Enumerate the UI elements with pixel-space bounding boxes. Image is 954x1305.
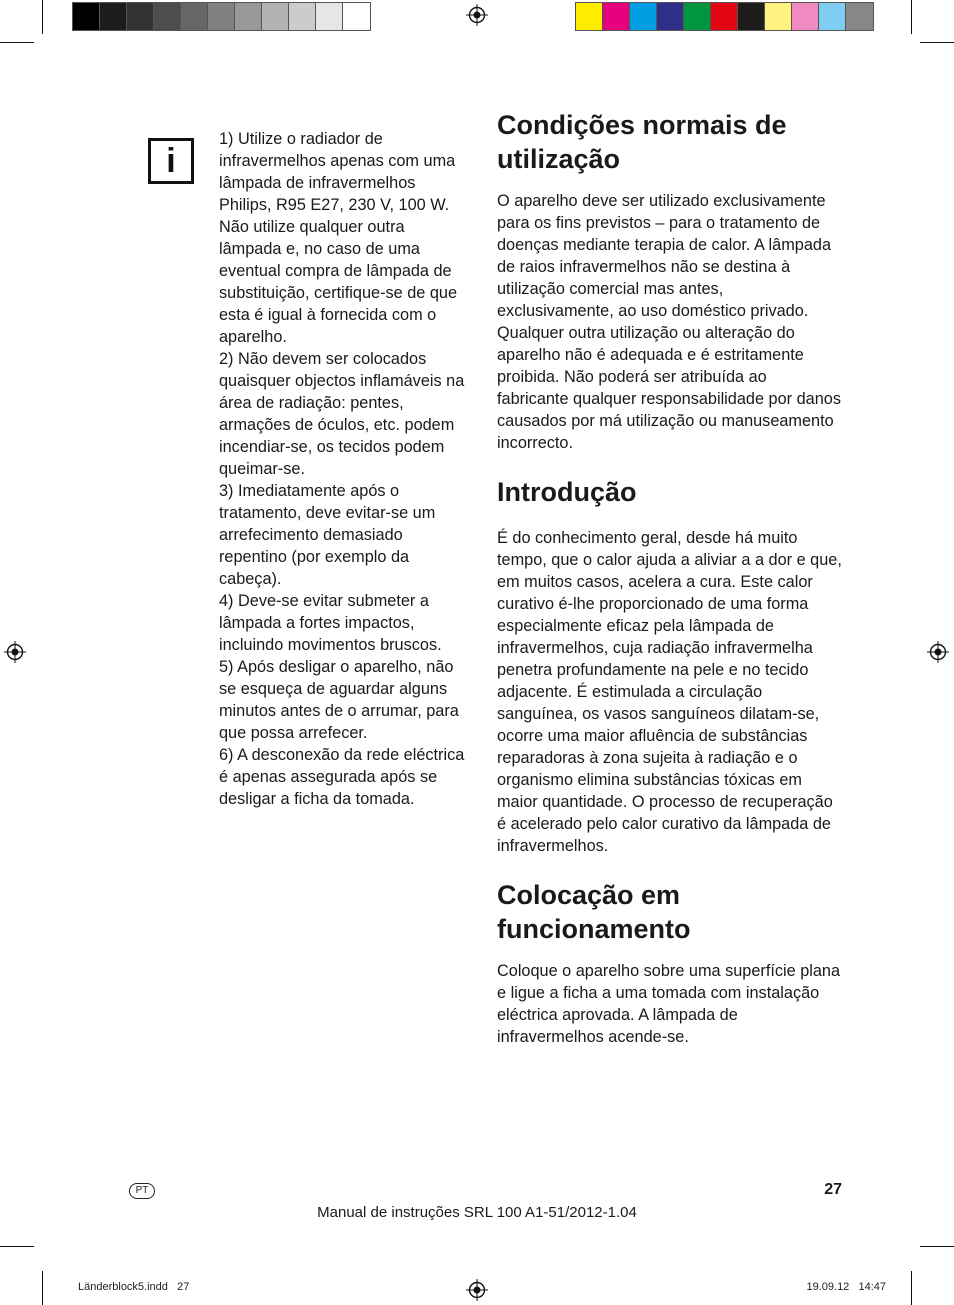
color-swatch <box>846 3 873 30</box>
section-body-getting-started: Coloque o aparelho sobre uma superfície plana e ligue a ficha a uma tomada com instalação eléctrica aprovada. A lâmpada de infravermelhos acende-se. <box>497 962 841 1046</box>
safety-note: 5) Após desligar o aparelho, não se esqueça de aguardar alguns minutos antes de o arrumar, para que possa arrefecer. <box>219 658 459 742</box>
manual-reference: Manual de instruções SRL 100 A1-51/2012-1.04 <box>317 1204 637 1221</box>
color-swatch <box>792 3 819 30</box>
crop-mark <box>42 1271 43 1305</box>
section-title-introduction: Introdução <box>497 477 637 507</box>
color-swatch <box>657 3 684 30</box>
color-swatch <box>289 3 316 30</box>
color-swatch <box>738 3 765 30</box>
color-swatch <box>316 3 343 30</box>
slug-date-time: 19.09.12 14:47 <box>806 1281 886 1293</box>
color-swatch <box>181 3 208 30</box>
crop-mark <box>920 42 954 43</box>
registration-mark-icon <box>466 4 488 26</box>
safety-note: 1) Utilize o radiador de infravermelhos apenas com uma lâmpada de infravermelhos Philips, R95 E27, 230 V, 100 W. Não utilize qualquer outra lâmpada e, no caso de uma eventual compra de lâmpada de substituição, certifique-se de que esta é igual à fornecida com o aparelho. <box>219 130 458 346</box>
color-swatch <box>765 3 792 30</box>
safety-note: 3) Imediatamente após o tratamento, deve evitar-se um arrefecimento demasiado repentino (por exemplo da cabeça). <box>219 482 436 588</box>
color-swatch <box>235 3 262 30</box>
crop-mark <box>920 1246 954 1247</box>
safety-notes-column <box>219 128 469 810</box>
safety-note: 6) A desconexão da rede eléctrica é apenas assegurada após se desligar a ficha da tomada. <box>219 746 465 808</box>
grayscale-color-bar <box>72 2 371 31</box>
safety-note: 2) Não devem ser colocados quaisquer objectos inflamáveis na área de radiação: pentes, armações de óculos, etc. podem incendiar-se, os tecidos podem queimar-se. <box>219 350 465 478</box>
process-color-bar <box>575 2 874 31</box>
main-content-column <box>497 108 842 1048</box>
crop-mark <box>911 1271 912 1305</box>
registration-mark-icon <box>927 641 949 663</box>
section-title-intended-use: Condições normais de utilização <box>497 110 787 174</box>
color-swatch <box>73 3 100 30</box>
color-swatch <box>127 3 154 30</box>
crop-mark <box>911 0 912 34</box>
registration-mark-icon <box>4 641 26 663</box>
crop-mark <box>42 0 43 34</box>
color-swatch <box>819 3 846 30</box>
color-swatch <box>630 3 657 30</box>
section-title-getting-started: Colocação em funcionamento <box>497 880 691 944</box>
color-swatch <box>711 3 738 30</box>
color-swatch <box>100 3 127 30</box>
crop-mark <box>0 1246 34 1247</box>
color-swatch <box>343 3 370 30</box>
color-swatch <box>684 3 711 30</box>
section-body-intended-use: O aparelho deve ser utilizado exclusivamente para os fins previstos – para o tratamento de doenças mediante terapia de calor. A lâmpada de raios infravermelhos não se destina à utilização comercial mas antes, exclusivamente, ao uso doméstico privado. Qualquer outra utilização ou alteração do aparelho não é adequada e é estritamente proibida. Não poderá ser atribuída ao fabricante qualquer responsabilidade por danos causados por má utilização ou manuseamento incorrecto. <box>497 192 841 452</box>
color-swatch <box>262 3 289 30</box>
slug-file-name: Länderblock5.indd 27 <box>78 1281 190 1293</box>
info-icon: i <box>148 138 194 184</box>
language-badge: PT <box>129 1183 155 1199</box>
crop-mark <box>0 42 34 43</box>
color-swatch <box>603 3 630 30</box>
color-swatch <box>154 3 181 30</box>
registration-mark-icon <box>466 1279 488 1301</box>
section-body-introduction: É do conhecimento geral, desde há muito tempo, que o calor ajuda a aliviar a a dor e que, em muitos casos, acelera a cura. Este calor curativo é-lhe proporcionado de uma forma especialmente eficaz pela lâmpada de infravermelhos, cuja radiação infravermelha penetra profundamente na pele e no tecido adjacente. É estimulada a circulação sanguínea, os vasos sanguíneos dilatam-se, ocorre uma maior afluência de substâncias reparadoras à zona sujeita à radiação e o organismo elimina substâncias tóxicas em maior quantidade. O processo de recuperação é acelerado pelo calor curativo da lâmpada de infravermelhos. <box>497 529 842 855</box>
safety-note: 4) Deve-se evitar submeter a lâmpada a fortes impactos, incluindo movimentos bruscos. <box>219 592 442 654</box>
color-swatch <box>208 3 235 30</box>
page-number: 27 <box>824 1181 842 1198</box>
color-swatch <box>576 3 603 30</box>
